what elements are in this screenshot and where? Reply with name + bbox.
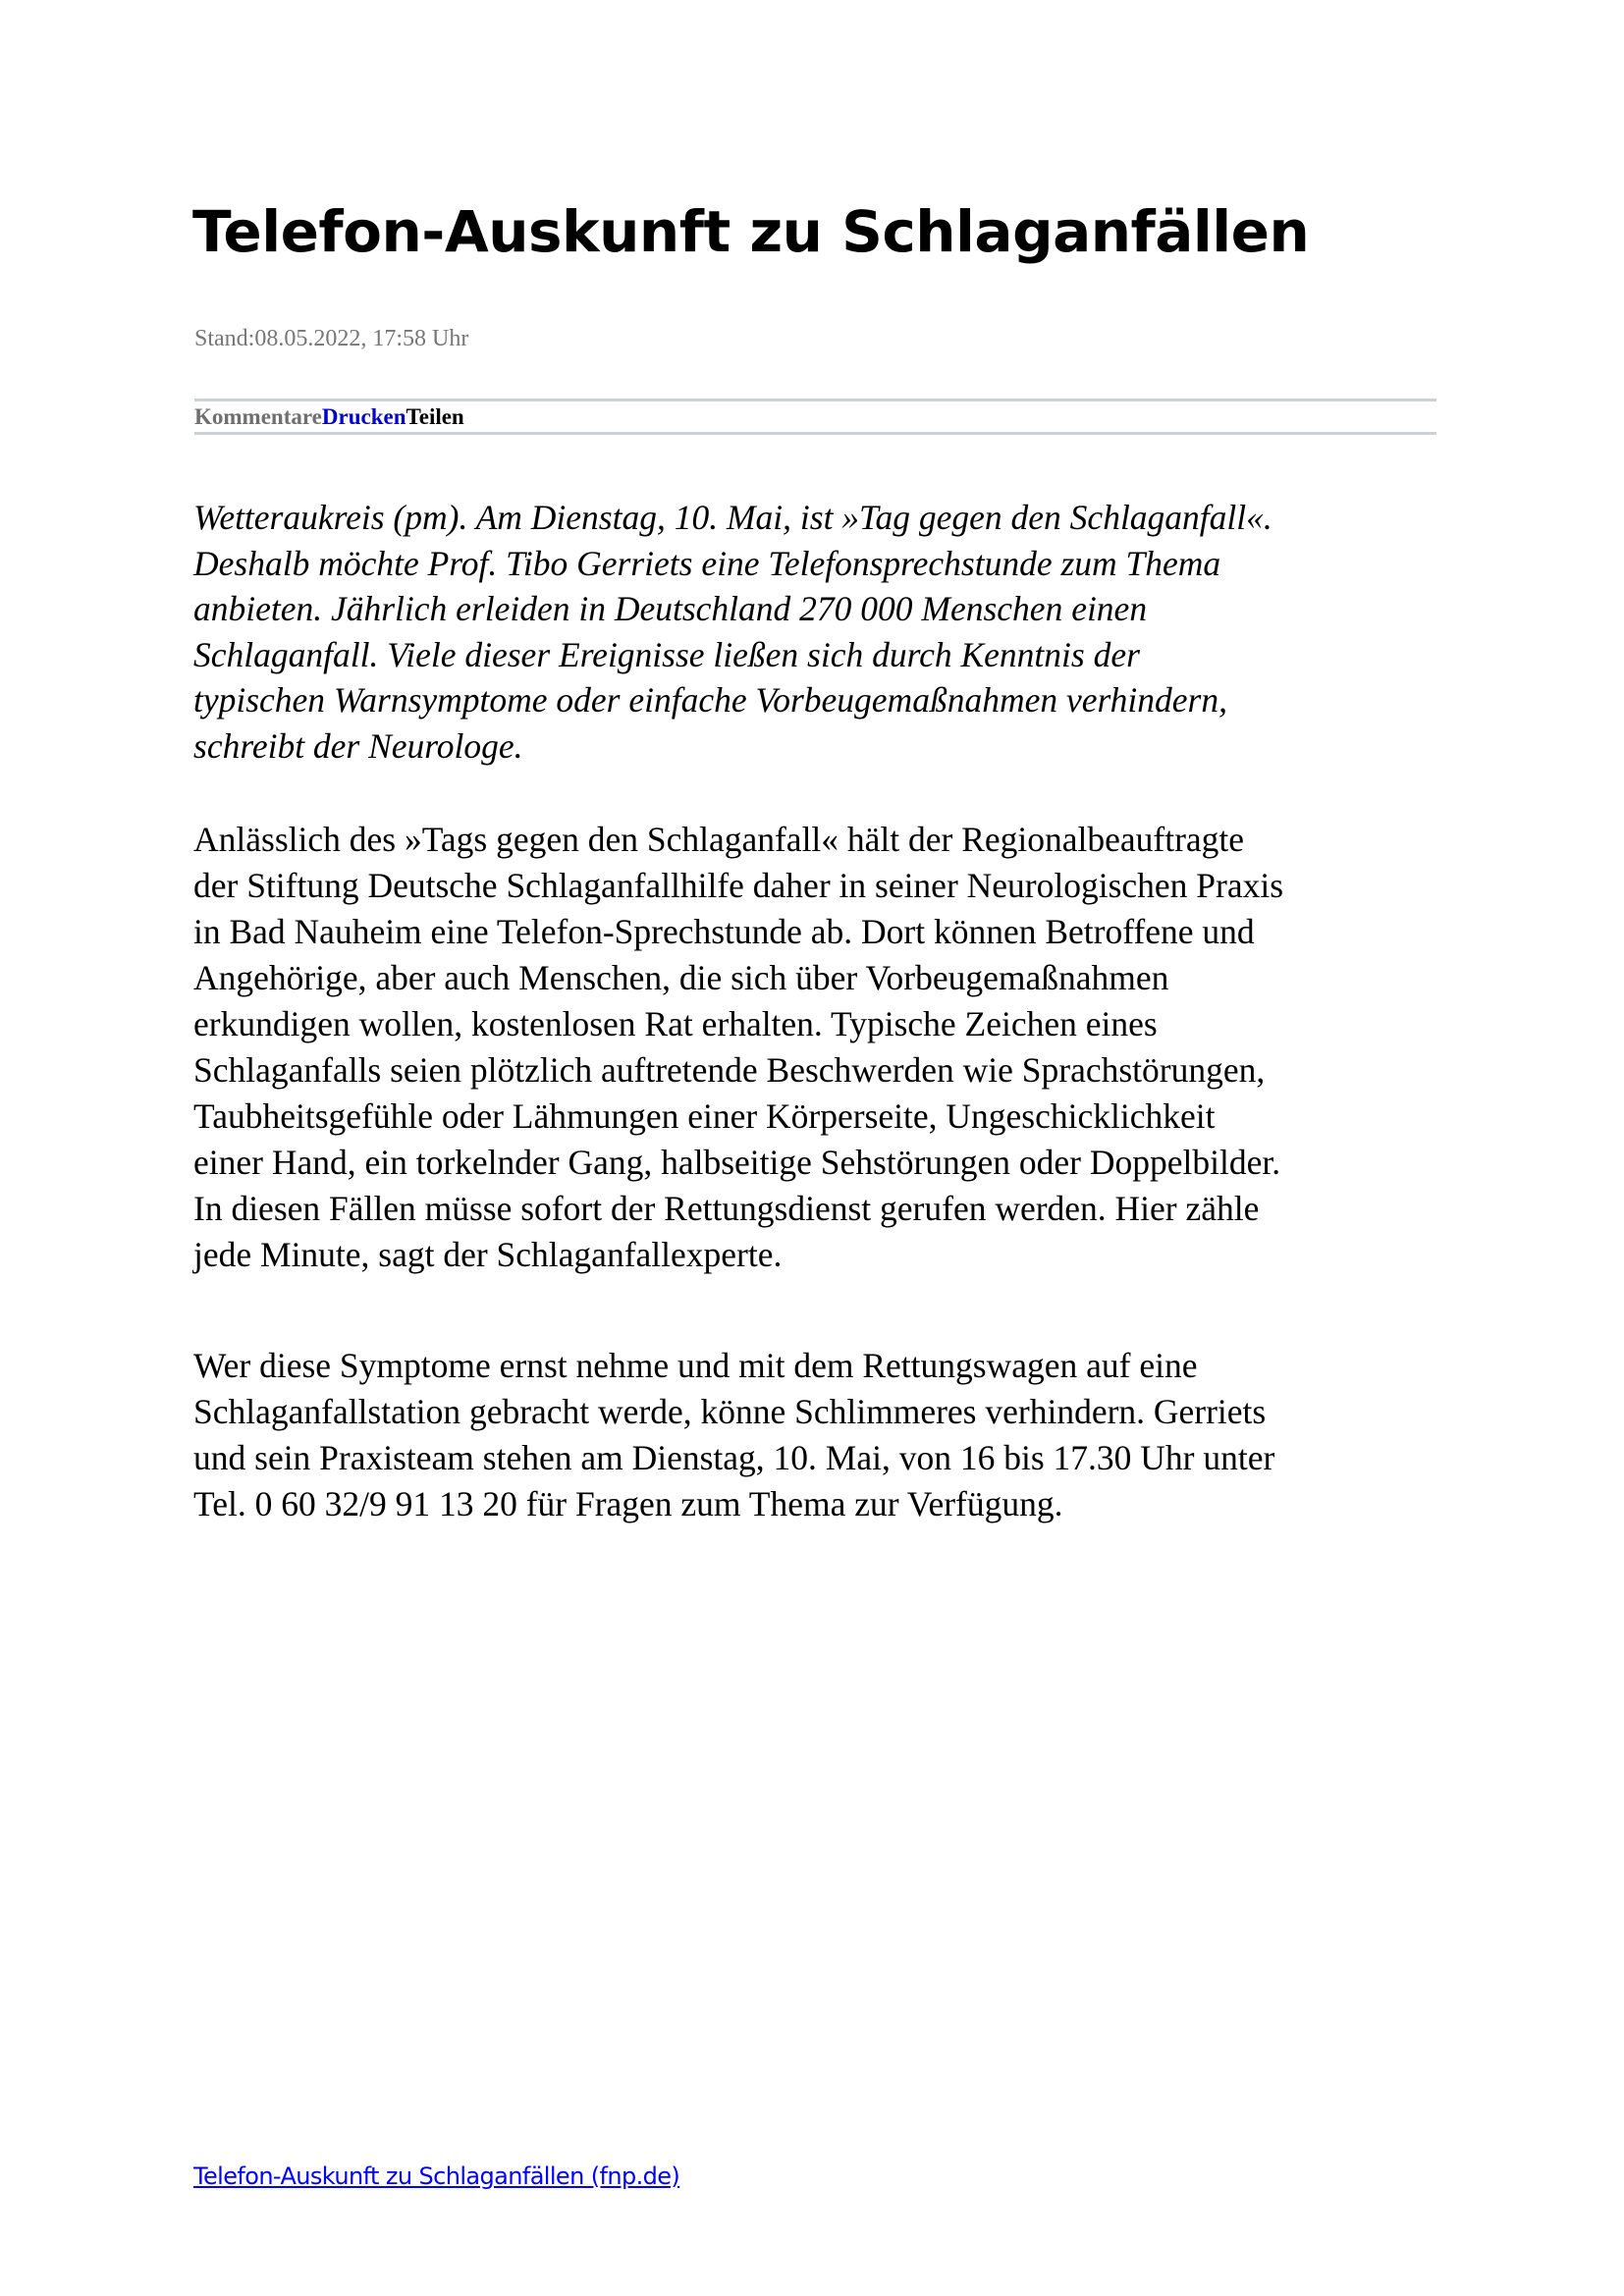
text-line: schreibt der Neurologe.: [193, 725, 523, 766]
text-line: erkundigen wollen, kostenlosen Rat erhalten. Typische Zeichen eines: [193, 1004, 1158, 1043]
text-line: der Stiftung Deutsche Schlaganfallhilfe daher in seiner Neurologischen Praxis: [193, 866, 1284, 905]
text-line: Wetteraukreis (pm). Am Dienstag, 10. Mai, ist »Tag gegen den Schlaganfall«.: [193, 498, 1272, 537]
text-line: Schlaganfalls seien plötzlich auftretende Beschwerden wie Sprachstörungen,: [193, 1050, 1266, 1090]
text-line: Wer diese Symptome ernst nehme und mit dem Rettungswagen auf eine: [193, 1346, 1198, 1385]
text-line: In diesen Fällen müsse sofort der Rettungsdienst gerufen werden. Hier zähle: [193, 1189, 1260, 1228]
text-line: und sein Praxisteam stehen am Dienstag, 10. Mai, von 16 bis 17.30 Uhr unter: [193, 1438, 1275, 1477]
text-line: in Bad Nauheim eine Telefon-Sprechstunde ab. Dort können Betroffene und: [193, 912, 1255, 951]
text-line: Anlässlich des »Tags gegen den Schlaganfall« hält der Regionalbeauftragte: [193, 820, 1245, 859]
article-lead-paragraph: [193, 495, 1272, 769]
text-line: einer Hand, ein torkelnder Gang, halbseitige Sehstörungen oder Doppelbilder.: [193, 1143, 1281, 1182]
article-timestamp: Stand:08.05.2022, 17:58 Uhr: [194, 326, 469, 351]
article-action-bar: [194, 402, 464, 432]
share-link[interactable]: Teilen: [406, 404, 464, 429]
article-body-paragraph-2: [193, 817, 1283, 1278]
text-line: jede Minute, sagt der Schlaganfallexperte.: [193, 1235, 783, 1274]
text-line: Taubheitsgefühle oder Lähmungen einer Körperseite, Ungeschicklichkeit: [193, 1096, 1216, 1136]
text-line: Schlaganfall. Viele dieser Ereignisse ließen sich durch Kenntnis der: [193, 634, 1140, 674]
action-bar-bottom-divider: [194, 432, 1436, 435]
comments-link[interactable]: Kommentare: [194, 404, 322, 429]
text-line: anbieten. Jährlich erleiden in Deutschland 270 000 Menschen einen: [193, 589, 1148, 628]
action-bar-top-divider: [194, 399, 1436, 401]
article-title: Telefon-Auskunft zu Schlaganfällen: [192, 198, 1310, 265]
text-line: typischen Warnsymptome oder einfache Vorbeugemaßnahmen verhindern,: [193, 680, 1227, 720]
print-link[interactable]: Drucken: [321, 404, 406, 429]
source-link[interactable]: Telefon-Auskunft zu Schlaganfällen (fnp.de): [193, 2163, 680, 2190]
text-line: Schlaganfallstation gebracht werde, könne Schlimmeres verhindern. Gerriets: [193, 1392, 1267, 1431]
article-body-paragraph-3: [193, 1343, 1274, 1527]
text-line: Angehörige, aber auch Menschen, die sich über Vorbeugemaßnahmen: [193, 958, 1169, 997]
text-line: Deshalb möchte Prof. Tibo Gerriets eine Telefonsprechstunde zum Thema: [193, 543, 1221, 583]
text-line: Tel. 0 60 32/9 91 13 20 für Fragen zum Thema zur Verfügung.: [193, 1484, 1063, 1523]
